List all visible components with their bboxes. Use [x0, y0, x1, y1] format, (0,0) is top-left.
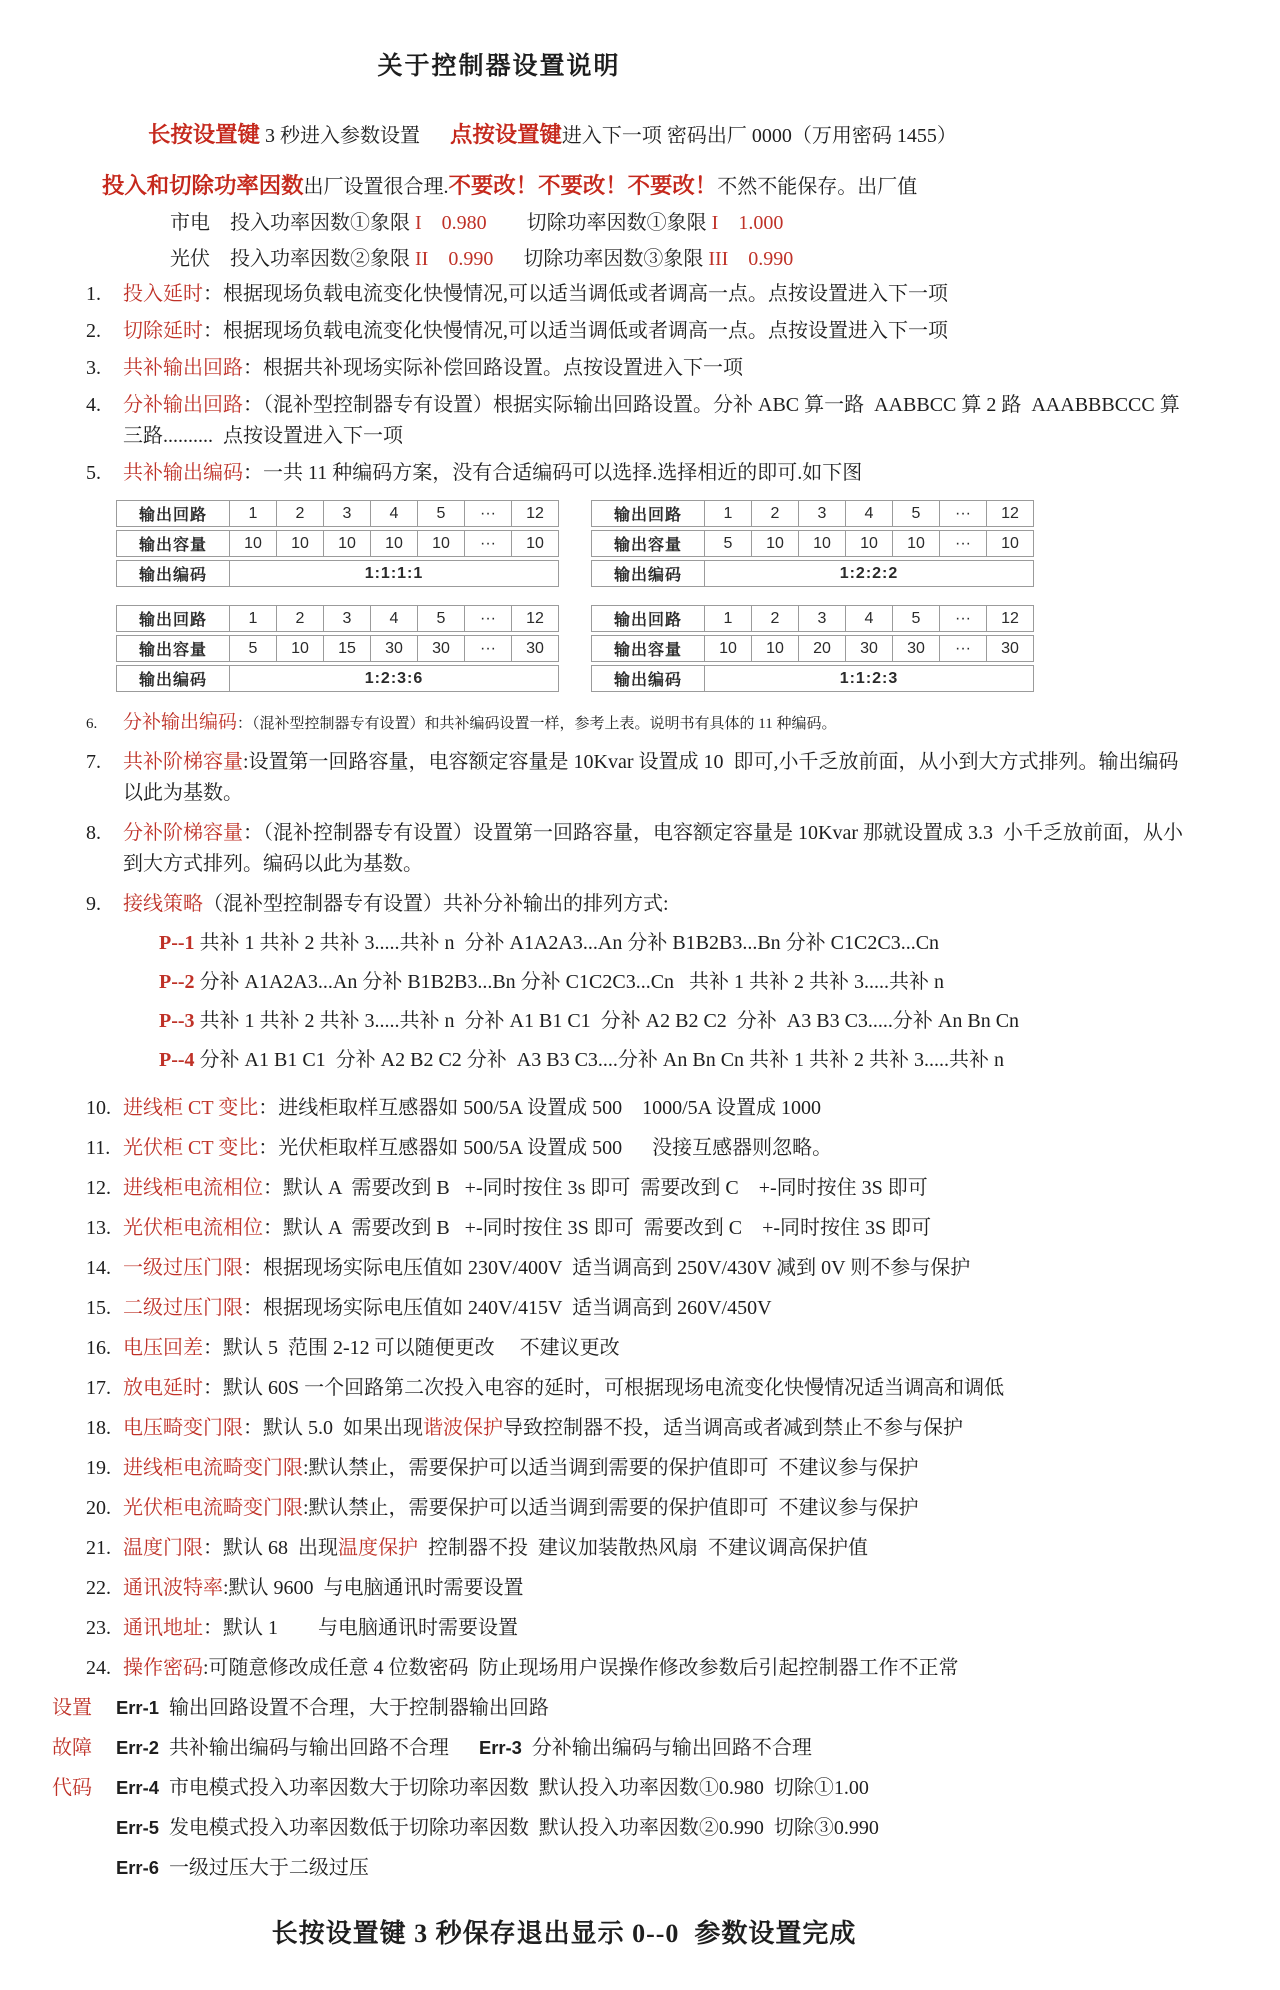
value-cell: 4 [846, 605, 893, 632]
intro-line-warning [86, 169, 1192, 204]
item-number: 5. [86, 462, 101, 485]
item-text [123, 1573, 1192, 1604]
text-segment: 分补 A1 B1 C1 分补 A2 B2 C2 分补 A3 B3 C3....分补 An Bn Cn 共补 1 共补 2 共补 3.....共补 n [199, 1048, 1005, 1071]
text-segment: Err-2 [116, 1736, 159, 1758]
intro-line-keypress [86, 118, 1192, 153]
setting-item-24 [86, 1653, 1192, 1684]
table-row [116, 560, 559, 587]
value-cell: 10 [277, 530, 324, 557]
value-cell: 1 [705, 605, 752, 632]
text-segment: 不然不能保存。出厂值 [717, 175, 918, 198]
value-cell: 3 [324, 605, 371, 632]
text-segment: 光伏柜电流畸变门限 [123, 1496, 303, 1519]
text-segment: ：根据现场实际电压值如 240V/415V 适当调高到 260V/450V [243, 1296, 772, 1319]
text-segment: III 0.990 [708, 248, 794, 271]
text-segment: ：（混补型控制器专有设置）根据实际输出回路设置。分补 ABC 算一路 AABBCC 算 2 路 AAABBBCCC 算三路.......... 点按设置进入下一项 [123, 394, 1180, 448]
item-text [123, 889, 1192, 1084]
value-cell: 20 [799, 635, 846, 662]
coding-cell: 1:1:2:3 [705, 665, 1034, 692]
table-row [591, 605, 1034, 632]
text-segment: 投入延时 [123, 283, 203, 306]
item-number: 18. [86, 1416, 111, 1439]
text-segment: 电压回差 [123, 1336, 203, 1359]
row-label: 输出容量 [116, 635, 230, 662]
setting-item-1 [86, 279, 1192, 310]
value-cell: ··· [940, 635, 987, 662]
text-segment: ：（混补控制器专有设置）设置第一回路容量，电容额定容量是 10Kvar 那就设置成 3.3 小千乏放前面，从小到大方式排列。编码以此为基数。 [123, 821, 1183, 875]
item-text [123, 1333, 1192, 1364]
value-cell: 10 [752, 530, 799, 557]
item-text [123, 1413, 1192, 1444]
table-row [116, 665, 559, 692]
value-cell: 5 [230, 635, 277, 662]
value-cell: 12 [512, 605, 559, 632]
text-segment: 通讯地址 [123, 1616, 203, 1639]
value-cell: 30 [512, 635, 559, 662]
item-number: 13. [86, 1216, 111, 1239]
coding-table-3 [116, 602, 559, 695]
text-segment: 共补输出回路 [123, 357, 243, 380]
coding-cell: 1:2:2:2 [705, 560, 1034, 587]
text-segment: P--2 [159, 970, 200, 993]
error-row [52, 1813, 1192, 1843]
item-text [123, 458, 1192, 489]
item-text [123, 1613, 1192, 1644]
coding-tables [116, 497, 1034, 695]
value-cell: 30 [987, 635, 1034, 662]
text-segment: 投入和切除功率因数 [102, 172, 304, 198]
text-segment: ：默认 68 出现 [203, 1536, 338, 1559]
text-segment: Err-1 [116, 1696, 159, 1718]
coding-table-1 [116, 497, 559, 590]
text-segment: :可随意修改成任意 4 位数密码 防止现场用户误操作修改参数后引起控制器工作不正常 [203, 1656, 959, 1679]
text-segment: 控制器不投 建议加装散热风扇 不建议调高保护值 [418, 1536, 868, 1559]
error-group-label: 代码 [52, 1776, 92, 1799]
item-text [123, 1453, 1192, 1484]
coding-table-4 [591, 602, 1034, 695]
setting-item-17 [86, 1373, 1192, 1404]
value-cell: 30 [893, 635, 940, 662]
text-segment: 温度门限 [123, 1536, 203, 1559]
item-number: 22. [86, 1576, 111, 1599]
footer-note: 长按设置键 3 秒保存退出显示 0--0 参数设置完成 [271, 1918, 857, 1948]
setting-item-22 [86, 1573, 1192, 1604]
item-text [123, 1093, 1192, 1124]
row-label: 输出容量 [116, 530, 230, 557]
row-label: 输出编码 [116, 665, 230, 692]
item-text [123, 1213, 1192, 1244]
value-cell: 12 [987, 605, 1034, 632]
text-segment: 分补阶梯容量 [123, 821, 243, 844]
setting-item-2 [86, 316, 1192, 347]
item-number: 20. [86, 1496, 111, 1519]
value-cell: ··· [940, 500, 987, 527]
setting-item-20 [86, 1493, 1192, 1524]
row-label: 输出回路 [591, 605, 705, 632]
item-text [123, 353, 1192, 384]
value-cell: 10 [846, 530, 893, 557]
table-row [591, 560, 1034, 587]
text-segment: 点按设置键 [449, 122, 562, 147]
error-row [52, 1853, 1192, 1883]
text-segment: 共补阶梯容量 [123, 750, 243, 773]
item-text [123, 1173, 1192, 1204]
value-cell: 2 [277, 500, 324, 527]
text-segment: 不要改！不要改！不要改！ [448, 172, 718, 198]
text-segment: ：根据现场负载电流变化快慢情况,可以适当调低或者调高一点。点按设置进入下一项 [203, 320, 948, 343]
error-row [52, 1773, 1192, 1803]
item-number: 11. [86, 1136, 111, 1159]
error-text [116, 1693, 549, 1723]
error-text [116, 1853, 369, 1883]
item-number: 9. [86, 892, 101, 915]
text-segment: 切除延时 [123, 320, 203, 343]
text-segment: 共补输出编码 [123, 462, 243, 485]
value-cell: 5 [418, 605, 465, 632]
item-text [123, 1533, 1192, 1564]
table-row [591, 530, 1034, 557]
text-segment: 进线柜 CT 变比 [123, 1096, 259, 1119]
text-segment: :设置第一回路容量，电容额定容量是 10Kvar 设置成 10 即可,小千乏放前面，从小到大方式排列。输出编码以此为基数。 [123, 750, 1179, 804]
text-segment: 切除功率因数①象限 [486, 212, 712, 235]
item-number: 8. [86, 821, 101, 844]
value-cell: 5 [418, 500, 465, 527]
value-cell: 10 [752, 635, 799, 662]
value-cell: 1 [230, 500, 277, 527]
setting-item-16 [86, 1333, 1192, 1364]
row-label: 输出容量 [591, 530, 705, 557]
table-row [591, 635, 1034, 662]
error-row [52, 1693, 1192, 1723]
page-title: 关于控制器设置说明 [377, 53, 621, 80]
setting-item-23 [86, 1613, 1192, 1644]
text-segment: ：根据共补现场实际补偿回路设置。点按设置进入下一项 [243, 357, 743, 380]
item-number: 7. [86, 750, 101, 773]
value-cell: 10 [987, 530, 1034, 557]
row-label: 输出编码 [591, 665, 705, 692]
value-cell: 30 [418, 635, 465, 662]
intro-line-pv-power-factor [86, 243, 1192, 275]
setting-item-18 [86, 1413, 1192, 1444]
text-segment: ：默认 1 与电脑通讯时需要设置 [203, 1616, 518, 1639]
item-text [123, 1493, 1192, 1524]
item-number: 19. [86, 1456, 111, 1479]
text-segment: 光伏 投入功率因数②象限 [170, 248, 415, 271]
value-cell: 12 [987, 500, 1034, 527]
text-segment: 通讯波特率 [123, 1576, 223, 1599]
item-text [123, 279, 1192, 310]
value-cell: 2 [752, 605, 799, 632]
item-number: 23. [86, 1616, 111, 1639]
text-segment: 切除功率因数③象限 [493, 248, 709, 271]
setting-item-6 [86, 709, 1192, 738]
item-text [123, 1133, 1192, 1164]
text-segment: ：默认 5.0 如果出现 [243, 1416, 423, 1439]
text-segment: 光伏柜 CT 变比 [123, 1136, 259, 1159]
item-number: 1. [86, 283, 101, 306]
text-segment: P--1 [159, 931, 200, 954]
setting-item-21 [86, 1533, 1192, 1564]
text-segment: ：进线柜取样互感器如 500/5A 设置成 500 1000/5A 设置成 1000 [258, 1096, 821, 1119]
wiring-strategy-option [159, 967, 1192, 998]
value-cell: ··· [465, 605, 512, 632]
text-segment: ：光伏柜取样互感器如 500/5A 设置成 500 没接互感器则忽略。 [258, 1136, 833, 1159]
value-cell: ··· [465, 635, 512, 662]
value-cell: 4 [846, 500, 893, 527]
setting-item-4 [86, 390, 1192, 452]
text-segment: I 0.980 [415, 212, 487, 235]
error-row [52, 1733, 1192, 1763]
text-segment: 一级过压大于二级过压 [158, 1856, 369, 1879]
item-number: 3. [86, 357, 101, 380]
text-segment: Err-6 [116, 1856, 159, 1878]
text-segment: 谐波保护 [423, 1416, 503, 1439]
text-segment: 出厂设置很合理. [303, 175, 449, 198]
text-segment: 分补输出编码与输出回路不合理 [521, 1736, 812, 1759]
settings-list-top [86, 279, 1192, 489]
wiring-strategy-option [159, 928, 1192, 959]
value-cell: 10 [230, 530, 277, 557]
setting-item-19 [86, 1453, 1192, 1484]
item-number: 14. [86, 1256, 111, 1279]
table-row [116, 530, 559, 557]
text-segment: 分补输出回路 [123, 394, 243, 417]
coding-table-2 [591, 497, 1034, 590]
error-group-label: 设置 [52, 1696, 92, 1719]
table-row [591, 500, 1034, 527]
item-text [123, 1253, 1192, 1284]
coding-cell: 1:2:3:6 [230, 665, 559, 692]
text-segment: 导致控制器不投，适当调高或者减到禁止不参与保护 [503, 1416, 963, 1439]
text-segment: ：一共 11 种编码方案，没有合适编码可以选择.选择相近的即可.如下图 [243, 462, 863, 485]
setting-item-9 [86, 889, 1192, 1084]
value-cell: 2 [752, 500, 799, 527]
text-segment: ：（混补型控制器专有设置）和共补编码设置一样，参考上表。说明书有具体的 11 种编码。 [237, 716, 837, 733]
setting-item-5 [86, 458, 1192, 489]
text-segment: II 0.990 [415, 248, 494, 271]
value-cell: 2 [277, 605, 324, 632]
setting-item-11 [86, 1133, 1192, 1164]
text-segment: 市电 投入功率因数①象限 [170, 212, 415, 235]
item-text [123, 390, 1192, 452]
text-segment: 进入下一项 密码出厂 0000（万用密码 1455） [561, 125, 957, 147]
value-cell: 10 [893, 530, 940, 557]
item-number: 10. [86, 1096, 111, 1119]
table-row [116, 635, 559, 662]
item-text [123, 747, 1192, 809]
value-cell: 10 [512, 530, 559, 557]
text-segment: 3 秒进入参数设置 [259, 125, 450, 147]
error-group-label: 故障 [52, 1736, 92, 1759]
text-segment: 光伏柜电流相位 [123, 1216, 263, 1239]
intro-line-mains-power-factor [86, 207, 1192, 239]
value-cell: 5 [893, 500, 940, 527]
text-segment: ：默认 5 范围 2-12 可以随便更改 不建议更改 [203, 1336, 620, 1359]
value-cell: 10 [705, 635, 752, 662]
wiring-strategy-option [159, 1006, 1192, 1037]
value-cell: 4 [371, 500, 418, 527]
setting-item-8 [86, 818, 1192, 880]
error-text [116, 1813, 879, 1843]
value-cell: 10 [277, 635, 324, 662]
settings-list-bottom [86, 709, 1192, 1684]
item-number: 24. [86, 1656, 111, 1679]
value-cell: 10 [371, 530, 418, 557]
setting-item-3 [86, 353, 1192, 384]
item-text [123, 1373, 1192, 1404]
error-group-label [52, 1853, 116, 1883]
value-cell: 15 [324, 635, 371, 662]
text-segment: 输出回路设置不合理，大于控制器输出回路 [158, 1696, 549, 1719]
table-row [116, 605, 559, 632]
value-cell: 10 [799, 530, 846, 557]
value-cell: 10 [324, 530, 371, 557]
text-segment: 共补 1 共补 2 共补 3.....共补 n 分补 A1 B1 C1 分补 A2 B2 C2 分补 A3 B3 C3.....分补 An Bn Cn [199, 1009, 1020, 1032]
text-segment: 分补输出编码 [123, 712, 238, 734]
value-cell: 30 [846, 635, 893, 662]
setting-item-7 [86, 747, 1192, 809]
setting-item-12 [86, 1173, 1192, 1204]
text-segment: 进线柜电流畸变门限 [123, 1456, 303, 1479]
setting-item-15 [86, 1293, 1192, 1324]
text-segment: ：默认 60S 一个回路第二次投入电容的延时，可根据现场电流变化快慢情况适当调高和调低 [203, 1376, 1005, 1399]
text-segment: ：默认 A 需要改到 B +-同时按住 3S 即可 需要改到 C +-同时按住 3S 即可 [263, 1216, 932, 1239]
text-segment: 共补 1 共补 2 共补 3.....共补 n 分补 A1A2A3...An 分补 B1B2B3...Bn 分补 C1C2C3...Cn [199, 931, 940, 954]
text-segment: Err-5 [116, 1816, 159, 1838]
row-label: 输出容量 [591, 635, 705, 662]
wiring-strategy-option [159, 1045, 1192, 1076]
text-segment: 二级过压门限 [123, 1296, 243, 1319]
item-number: 6. [86, 716, 98, 733]
value-cell: ··· [465, 530, 512, 557]
text-segment: P--3 [159, 1009, 200, 1032]
text-segment: 操作密码 [123, 1656, 203, 1679]
text-segment: 分补 A1A2A3...An 分补 B1B2B3...Bn 分补 C1C2C3...Cn 共补 1 共补 2 共补 3.....共补 n [199, 970, 945, 993]
row-label: 输出编码 [591, 560, 705, 587]
setting-item-13 [86, 1213, 1192, 1244]
value-cell: ··· [465, 500, 512, 527]
text-segment: 长按设置键 [148, 122, 260, 147]
coding-cell: 1:1:1:1 [230, 560, 559, 587]
text-segment: （混补型控制器专有设置）共补分补输出的排列方式: [203, 892, 669, 915]
text-segment: 发电模式投入功率因数低于切除功率因数 默认投入功率因数②0.990 切除③0.990 [158, 1816, 879, 1839]
error-codes-section [52, 1693, 1192, 1883]
error-text [116, 1733, 812, 1763]
text-segment: :默认 9600 与电脑通讯时需要设置 [223, 1576, 524, 1599]
value-cell: 12 [512, 500, 559, 527]
item-number: 15. [86, 1296, 111, 1319]
item-number: 4. [86, 394, 101, 417]
setting-item-10 [86, 1093, 1192, 1124]
value-cell: 5 [893, 605, 940, 632]
item-text [123, 1653, 1192, 1684]
text-segment: ：默认 A 需要改到 B +-同时按住 3s 即可 需要改到 C +-同时按住 3S 即可 [263, 1176, 928, 1199]
text-segment: I 1.000 [711, 212, 784, 235]
text-segment: 接线策略 [123, 892, 203, 915]
value-cell: 30 [371, 635, 418, 662]
table-row [116, 500, 559, 527]
text-segment: Err-3 [478, 1736, 522, 1758]
text-segment: 共补输出编码与输出回路不合理 [158, 1736, 479, 1759]
item-number: 17. [86, 1376, 111, 1399]
text-segment: 温度保护 [338, 1536, 418, 1559]
text-segment: 放电延时 [123, 1376, 203, 1399]
value-cell: 1 [230, 605, 277, 632]
row-label: 输出回路 [116, 500, 230, 527]
item-text [123, 709, 1192, 738]
text-segment: 市电模式投入功率因数大于切除功率因数 默认投入功率因数①0.980 切除①1.00 [158, 1776, 869, 1799]
value-cell: ··· [940, 605, 987, 632]
text-segment: :默认禁止，需要保护可以适当调到需要的保护值即可 不建议参与保护 [303, 1456, 919, 1479]
value-cell: 3 [799, 605, 846, 632]
text-segment: ：根据现场负载电流变化快慢情况,可以适当调低或者调高一点。点按设置进入下一项 [203, 283, 948, 306]
value-cell: 1 [705, 500, 752, 527]
table-row [591, 665, 1034, 692]
error-text [116, 1773, 869, 1803]
row-label: 输出回路 [591, 500, 705, 527]
value-cell: 5 [705, 530, 752, 557]
text-segment: 一级过压门限 [123, 1256, 243, 1279]
text-segment: Err-4 [116, 1776, 159, 1798]
error-group-label [52, 1813, 116, 1843]
value-cell: 4 [371, 605, 418, 632]
text-segment: :默认禁止，需要保护可以适当调到需要的保护值即可 不建议参与保护 [303, 1496, 919, 1519]
text-segment: P--4 [159, 1048, 200, 1071]
item-text [123, 1293, 1192, 1324]
setting-item-14 [86, 1253, 1192, 1284]
value-cell: ··· [940, 530, 987, 557]
row-label: 输出编码 [116, 560, 230, 587]
item-number: 12. [86, 1176, 111, 1199]
value-cell: 3 [799, 500, 846, 527]
row-label: 输出回路 [116, 605, 230, 632]
item-text [123, 316, 1192, 347]
value-cell: 3 [324, 500, 371, 527]
item-number: 21. [86, 1536, 111, 1559]
text-segment: ：根据现场实际电压值如 230V/400V 适当调高到 250V/430V 减到 0V 则不参与保护 [243, 1256, 971, 1279]
item-text [123, 818, 1192, 880]
text-segment: 电压畸变门限 [123, 1416, 243, 1439]
item-number: 2. [86, 320, 101, 343]
text-segment: 进线柜电流相位 [123, 1176, 263, 1199]
item-number: 16. [86, 1336, 111, 1359]
value-cell: 10 [418, 530, 465, 557]
